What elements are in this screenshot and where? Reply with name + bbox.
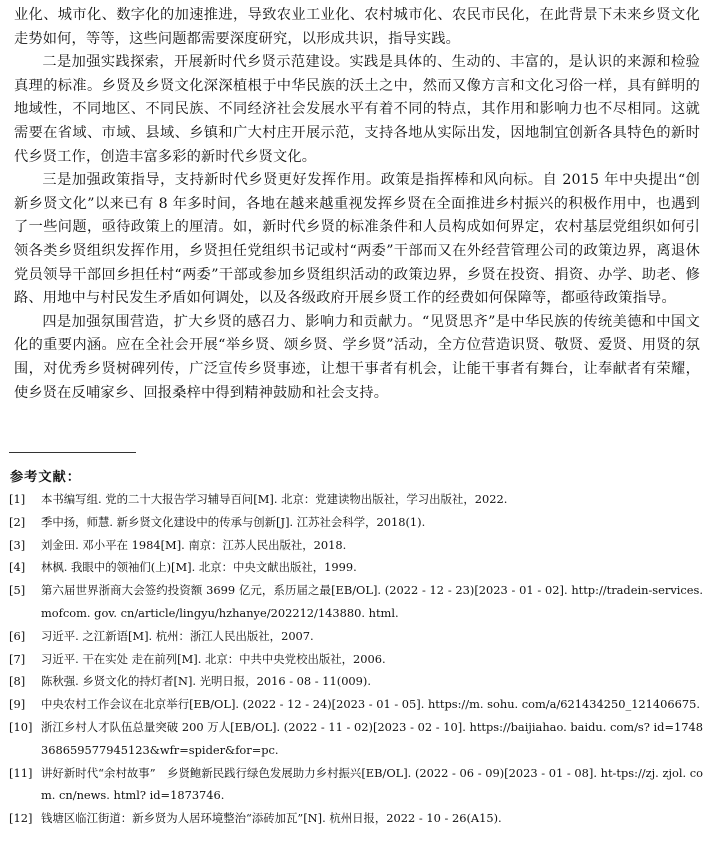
paragraph: 四是加强氛围营造，扩大乡贤的感召力、影响力和贡献力。“见贤思齐”是中华民族的传统美德和中国文化的重要内涵。应在全社会开展“举乡贤、颂乡贤、学乡贤”活动，全方位营造识贤、敬贤、爱贤、用贤的氛围，对优秀乡贤树碑列传，广泛宣传乡贤事迹，让想干事者有机会，让能干事者有舞台，让奉献者有荣耀，使乡贤在反哺家乡、回报桑梓中得到精神鼓励和社会支持。 bbox=[14, 313, 700, 401]
reference-number: [1] bbox=[9, 492, 26, 506]
reference-text: 习近平. 干在实处 走在前列[M]. 北京：中共中央党校出版社，2006. bbox=[41, 651, 386, 666]
reference-text: 本书编写组. 党的二十大报告学习辅导百问[M]. 北京：党建读物出版社，学习出版社，2022. bbox=[41, 492, 508, 506]
reference-text: 林枫. 我眼中的领袖们(上)[M]. 北京：中央文献出版社，1999. bbox=[41, 560, 357, 575]
reference-number: [9] bbox=[9, 697, 26, 712]
reference-item bbox=[9, 693, 703, 716]
reference-item bbox=[9, 716, 703, 762]
reference-item bbox=[9, 807, 703, 830]
paragraph: 三是加强政策指导，支持新时代乡贤更好发挥作用。政策是指挥棒和风向标。自 2015 年中央提出“创新乡贤文化”以来已有 8 年多时间，各地在越来越重视发挥乡贤在全面推进乡村振兴的积极作用中，也遇到了一些问题，亟待政策上的厘清。如，新时代乡贤的标准条件和人员构成如何界定，农村基层党组织如何引领各类乡贤组织发挥作用，乡贤担任党组织书记或村“两委”干部而又在外经营管理公司的政策边界，离退休党员领导干部回乡担任村“两委”干部或参加乡贤组织活动的政策边界，乡贤在投资、捐资、办学、助老、修路、用地中与村民发生矛盾如何调处，以及各级政府开展乡贤工作的经费如何保障等，都亟待政策指导。 bbox=[14, 172, 700, 307]
reference-number: [11] bbox=[9, 765, 33, 780]
reference-text: 季中扬，师慧. 新乡贤文化建设中的传承与创新[J]. 江苏社会科学，2018(1). bbox=[41, 514, 426, 529]
reference-number: [6] bbox=[9, 628, 26, 643]
body-text bbox=[14, 4, 700, 405]
reference-number: [3] bbox=[9, 537, 26, 552]
reference-item bbox=[9, 625, 703, 648]
reference-item bbox=[9, 511, 703, 534]
reference-text: 习近平. 之江新语[M]. 杭州：浙江人民出版社，2007. bbox=[41, 628, 314, 643]
reference-text: 第六届世界浙商大会签约投资额 3699 亿元，系历届之最[EB/OL]. (2022 - 12 - 23)[2023 - 01 - 02]. http://tradein-services. mofcom. gov. cn/article/lingyu/hzhanye/202212/143880. html. bbox=[41, 583, 703, 620]
reference-item bbox=[9, 534, 703, 557]
references-heading: 参考文献： bbox=[10, 470, 81, 485]
paragraph: 业化、城市化、数字化的加速推进，导致农业工业化、农村城市化、农民市民化，在此背景下未来乡贤文化走势如何，等等，这些问题都需要深度研究，以形成共识，指导实践。 bbox=[14, 7, 700, 47]
footnote-divider bbox=[9, 452, 136, 453]
reference-number: [2] bbox=[9, 514, 26, 529]
reference-item bbox=[9, 670, 703, 693]
reference-item bbox=[9, 762, 703, 808]
reference-item bbox=[9, 488, 703, 511]
reference-text: 讲好新时代“余村故事” 乡贤鲍新民践行绿色发展助力乡村振兴[EB/OL]. (2022 - 06 - 09)[2023 - 01 - 08]. ht-tps://zj. zjol. com. cn/news. html? id=1873746. bbox=[41, 765, 703, 803]
reference-number: [8] bbox=[9, 674, 26, 689]
reference-number: [7] bbox=[9, 651, 26, 666]
reference-number: [5] bbox=[9, 583, 26, 598]
reference-text: 刘金田. 邓小平在 1984[M]. 南京：江苏人民出版社，2018. bbox=[41, 537, 347, 552]
reference-number: [12] bbox=[9, 811, 33, 826]
reference-number: [4] bbox=[9, 560, 26, 575]
reference-item bbox=[9, 579, 703, 625]
reference-text: 浙江乡村人才队伍总量突破 200 万人[EB/OL]. (2022 - 11 - 02)[2023 - 02 - 10]. https://baijiahao. baidu. com/s? id=1748368659577945123&wfr=spider&for=pc. bbox=[41, 719, 703, 757]
reference-text: 中央农村工作会议在北京举行[EB/OL]. (2022 - 12 - 24)[2023 - 01 - 05]. https://m. sohu. com/a/621434250_121406675. bbox=[41, 697, 701, 712]
reference-text: 钱塘区临江街道：新乡贤为人居环境整治“添砖加瓦”[N]. 杭州日报，2022 - 10 - 26(A15). bbox=[41, 811, 502, 826]
reference-item bbox=[9, 648, 703, 671]
reference-list bbox=[9, 488, 703, 830]
reference-text: 陈秋强. 乡贤文化的持灯者[N]. 光明日报，2016 - 08 - 11(009). bbox=[41, 674, 371, 689]
reference-item bbox=[9, 556, 703, 579]
paragraph: 二是加强实践探索，开展新时代乡贤示范建设。实践是具体的、生动的、丰富的，是认识的来源和检验真理的标准。乡贤及乡贤文化深深植根于中华民族的沃土之中，然而又像方言和文化习俗一样，具有鲜明的地域性，不同地区、不同民族、不同经济社会发展水平有着不同的特点，其作用和影响力也不尽相同。这就需要在省域、市域、县域、乡镇和广大村庄开展示范，支持各地从实际出发，因地制宜创新各具特色的新时代乡贤工作，创造丰富多彩的新时代乡贤文化。 bbox=[14, 54, 700, 165]
reference-number: [10] bbox=[9, 719, 33, 734]
